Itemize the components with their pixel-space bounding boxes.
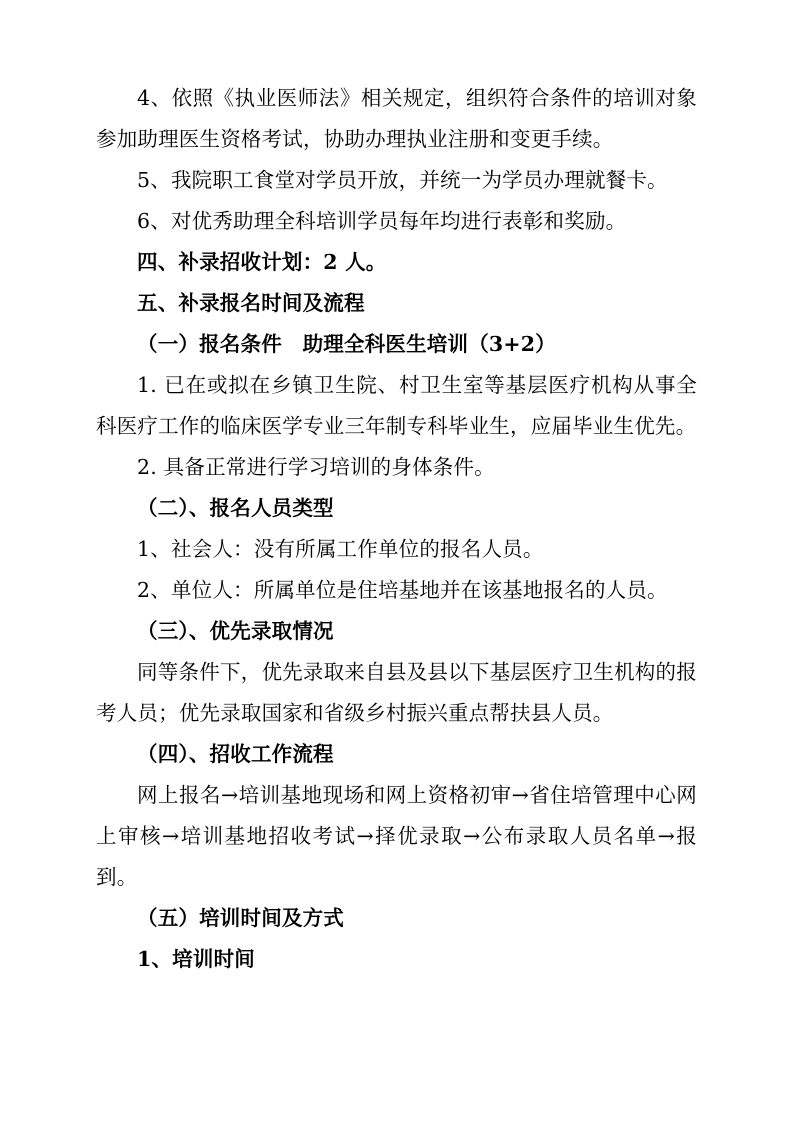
paragraph-item-5: 5、我院职工食堂对学员开放，并统一为学员办理就餐卡。	[137, 168, 668, 192]
heading-sub-four: （四）、招收工作流程	[137, 742, 334, 766]
paragraph-sub-three-body: 同等条件下，优先录取来自县及县以下基层医疗卫生机构的报考人员；优先录取国家和省级乡村振兴重点帮扶县人员。	[96, 660, 697, 725]
heading-sub-two: （二）、报名人员类型	[137, 496, 334, 520]
heading-section-four: 四、补录招收计划：2 人。	[137, 250, 387, 274]
paragraph-sub-four-body: 网上报名→培训基地现场和网上资格初审→省住培管理中心网上审核→培训基地招收考试→择优录取→公布录取人员名单→报到。	[96, 783, 697, 889]
paragraph-item-6: 6、对优秀助理全科培训学员每年均进行表彰和奖励。	[137, 209, 627, 233]
heading-sub-five: （五）培训时间及方式	[137, 906, 344, 930]
heading-sub-one: （一）报名条件 助理全科医生培训（3+2）	[137, 332, 556, 356]
heading-sub-five-item-1: 1、培训时间	[137, 947, 255, 971]
paragraph-sub-two-item-1: 1、社会人：没有所属工作单位的报名人员。	[137, 537, 544, 561]
paragraph-item-4: 4、依照《执业医师法》相关规定，组织符合条件的培训对象参加助理医生资格考试，协助办理执业注册和变更手续。	[96, 86, 697, 151]
heading-sub-three: （三）、优先录取情况	[137, 619, 334, 643]
document-body	[96, 78, 697, 980]
paragraph-sub-one-item-2: 2. 具备正常进行学习培训的身体条件。	[137, 455, 495, 479]
heading-section-five: 五、补录报名时间及流程	[137, 291, 365, 315]
paragraph-sub-one-item-1: 1. 已在或拟在乡镇卫生院、村卫生室等基层医疗机构从事全科医疗工作的临床医学专业三年制专科毕业生，应届毕业生优先。	[96, 373, 697, 438]
paragraph-sub-two-item-2: 2、单位人：所属单位是住培基地并在该基地报名的人员。	[137, 578, 668, 602]
